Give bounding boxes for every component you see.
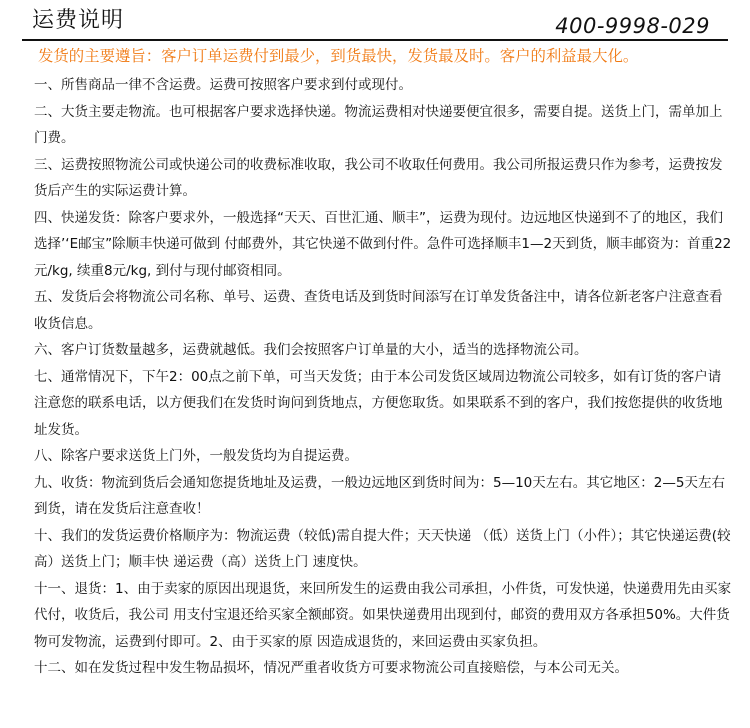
terms-item-11: 十一、退货：1、由于卖家的原因出现退货，来回所发生的运费由我公司承担，小件货，可发快递，快递费用先由买家代付，收货后，我公司 用支付宝退还给买家全额邮资。如果快递费用出现到付，邮资的费用双方各承担50%。大件货物可发物流，运费到付即可。2、由于买家的原 因造成退货的，来回运费由买家负担。 — [34, 580, 732, 650]
terms-item-2: 二、大货主要走物流。也可根据客户要求选择快递。物流运费相对快递要便宜很多，需要自提。送货上门，需单加上门费。 — [34, 103, 723, 146]
terms-item-9: 九、收货：物流到货后会通知您提货地址及运费，一般边远地区到货时间为：5—10天左右。其它地区：2—5天左右到货，请在发货后注意查收！ — [34, 474, 725, 517]
terms-item-8: 八、除客户要求送货上门外，一般发货均为自提运费。 — [34, 448, 358, 464]
terms-item-1: 一、所售商品一律不含运费。运费可按照客户要求到付或现付。 — [34, 77, 412, 93]
phone-number: 400-9998-029 — [555, 14, 710, 38]
page-title: 运费说明 — [32, 8, 125, 33]
shipping-terms-list — [34, 72, 734, 682]
terms-item-4: 四、快递发货：除客户要求外，一般选择“天天、百世汇通、顺丰”，运费为现付。边远地区快递到不了的地区，我们选择’‘E邮宝”除顺丰快递可做到 付邮费外，其它快递不做到付件。急件可选择顺丰1—2天到货，顺丰邮资为：首重22元/kg, 续重8元/kg, 到付与现付邮资相同。 — [34, 209, 732, 279]
terms-item-10: 十、我们的发货运费价格顺序为：物流运费（较低)需自提大件；天天快递 （低）送货上门（小件）；其它快递运费(较高）送货上门；顺丰快 递运费（高）送货上门 速度快。 — [34, 527, 731, 570]
terms-item-5: 五、发货后会将物流公司名称、单号、运费、查货电话及到货时间添写在订单发货备注中，请各位新老客户注意查看收货信息。 — [34, 289, 723, 332]
terms-item-12: 十二、如在发货过程中发生物品损坏，情况严重者收货方可要求物流公司直接赔偿，与本公司无关。 — [34, 660, 628, 676]
terms-item-7: 七、通常情况下，下午2：00点之前下单，可当天发货；由于本公司发货区域周边物流公司较多，如有订货的客户请注意您的联系电话，以方便我们在发货时询问到货地点，方便您取货。如果联系不到的客户，我们按您提供的收货地址发货。 — [34, 368, 723, 438]
shipping-principle-tagline: 发货的主要遵旨：客户订单运费付到最少，到货最快，发货最及时。客户的利益最大化。 — [38, 47, 639, 65]
header — [0, 0, 750, 42]
terms-item-3: 三、运费按照物流公司或快递公司的收费标准收取，我公司不收取任何费用。我公司所报运费只作为参考，运费按发货后产生的实际运费计算。 — [34, 156, 723, 199]
header-divider — [22, 39, 728, 41]
terms-item-6: 六、客户订货数量越多，运费就越低。我们会按照客户订单量的大小，适当的选择物流公司。 — [34, 342, 588, 358]
